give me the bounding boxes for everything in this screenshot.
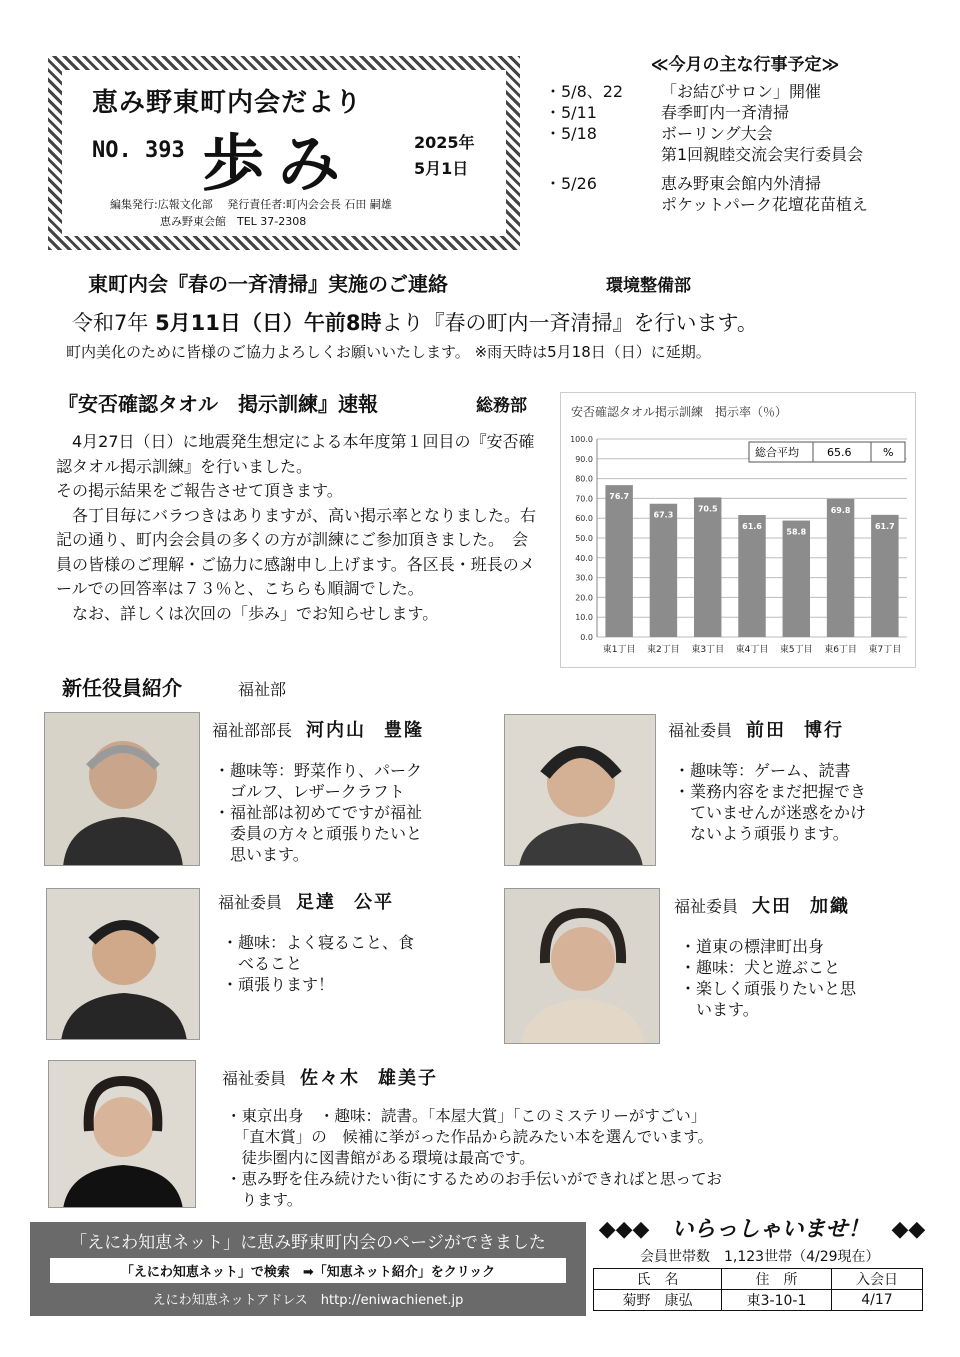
bar-value-label: 61.6	[742, 522, 762, 532]
person-photo-icon	[505, 889, 660, 1044]
bar	[650, 504, 677, 637]
officer-comment: ・東京出身 ・趣味：読書。「本屋大賞」「このミステリーがすごい」 「直木賞」の 候補に挙がった作品から読みたい本を選んでいます。 徒歩圏内に図書館がある環境は最高です。 ・恵み野を住み続けたい街にするためのお手伝いができればと思ってお ります。	[226, 1107, 723, 1209]
anpi-title: 『安否確認タオル 掲示訓練』速報	[58, 392, 378, 416]
y-tick-label: 50.0	[575, 534, 593, 543]
newsletter-name: 歩み	[202, 127, 355, 200]
anpi-report: 4月27日（日）に地震発生想定による本年度第１回目の『安否確認タオル掲示訓練』を行いました。 その掲示結果をご報告させて頂きます。 各丁目毎にバラつきはありますが、高い掲示率となりました。右記の通り、町内会会員の多くの方が訓練にご参加頂きました。 会員の皆様のご理解・ご協力に感謝申し上げます。各区長・班長のメールでの回答率は７３％と、こちらも順調でした。 なお、詳しくは次回の「歩み」でお知らせします。	[56, 432, 537, 623]
officer-name: 福祉委員 大田 加織	[674, 896, 851, 917]
posting-rate-chart	[560, 392, 916, 668]
bar	[827, 499, 854, 637]
officer-comment: ・道東の標津町出身 ・趣味：犬と遊ぶこと ・楽しく頑張りたいと思 います。	[680, 937, 857, 1019]
person-photo-icon	[47, 889, 200, 1040]
welcome-title: ◆◆◆ いらっしゃいませ！ ◆◆	[598, 1217, 926, 1242]
bar-value-label: 69.8	[830, 505, 851, 515]
bar-value-label: 70.5	[697, 504, 718, 514]
chart-title: 安否確認タオル掲示訓練 掲示率（％）	[571, 405, 788, 419]
bar	[605, 485, 632, 637]
cleaning-note: 町内美化のために皆様のご協力よろしくお願いいたします。 ※雨天時は5月18日（日）に延期。	[66, 343, 711, 361]
officer-name: 福祉部部長 河内山 豊隆	[212, 720, 425, 741]
bar	[738, 515, 765, 637]
y-tick-label: 70.0	[575, 494, 593, 504]
officer-photo	[48, 1060, 196, 1208]
x-tick-label: 東4丁目	[735, 645, 769, 655]
event-item: ポケットパーク花壇花苗植え	[661, 195, 868, 214]
chienet-banner	[30, 1222, 586, 1316]
event-schedule	[545, 50, 945, 215]
officer-name: 福祉委員 足達 公平	[218, 892, 395, 913]
officer-photo	[504, 714, 656, 866]
y-tick-label: 40.0	[575, 553, 593, 563]
y-tick-label: 100.0	[570, 435, 593, 444]
editor-info: 編集発行:広報文化部 発行責任者:町内会会長 石田 嗣雄 恵み野東会館 TEL 37-2308	[110, 198, 392, 228]
event-item: ・5/11 春季町内一斉清掃	[545, 103, 790, 122]
banner-title: 「えにわ知恵ネット」に恵み野東町内会のページができました	[70, 1233, 546, 1253]
officer-photo	[46, 888, 200, 1040]
table-header-row: 氏 名 住 所 入会日	[594, 1269, 923, 1290]
bar-value-label: 76.7	[609, 492, 630, 502]
average-label: 総合平均	[755, 446, 799, 459]
new-members-table	[593, 1268, 923, 1311]
masthead	[48, 56, 520, 250]
bar	[783, 521, 810, 637]
x-tick-label: 東5丁目	[779, 645, 813, 655]
bar	[871, 515, 898, 637]
banner-instruction: 「えにわ知恵ネット」で検索 ➡「知恵ネット紹介」をクリック	[50, 1258, 566, 1283]
event-schedule-heading: ≪今月の主な行事予定≫	[650, 55, 840, 75]
average-value: 65.6	[827, 446, 852, 459]
issue-date: 2025年 5月1日	[414, 133, 475, 178]
x-tick-label: 東3丁目	[691, 645, 725, 655]
event-item: ・5/18 ボーリング大会	[545, 124, 773, 143]
y-tick-label: 60.0	[575, 514, 593, 524]
event-item: 第1回親睦交流会実行委員会	[661, 145, 864, 164]
y-tick-label: 30.0	[575, 573, 593, 583]
officers-title: 新任役員紹介	[62, 676, 182, 700]
officer-name: 福祉委員 佐々木 雄美子	[222, 1068, 439, 1089]
person-photo-icon	[49, 1061, 196, 1208]
chart-svg	[561, 393, 917, 669]
bar-value-label: 67.3	[653, 510, 674, 520]
y-tick-label: 10.0	[575, 613, 593, 623]
average-unit: %	[883, 446, 894, 459]
cleaning-title: 東町内会『春の一斉清掃』実施のご連絡	[88, 272, 448, 296]
newsletter-title: 恵み野東町内会だより	[92, 88, 363, 118]
cleaning-dept: 環境整備部	[606, 276, 691, 296]
household-count: 会員世帯数 1,123世帯（4/29現在）	[640, 1249, 880, 1265]
person-photo-icon	[45, 713, 200, 866]
officer-comment: ・趣味等：ゲーム、読書 ・業務内容をまだ把握でき ていませんが迷惑をかけ ないよう頑張ります。	[674, 761, 867, 843]
event-item: ・5/26 恵み野東会館内外清掃	[545, 174, 822, 193]
officer-comment: ・趣味：よく寝ること、食 べること ・頑張ります！	[222, 933, 415, 994]
issue-number: NO. 393	[92, 138, 185, 163]
cleaning-announcement: 令和7年 5月11日（日）午前8時より『春の町内一斉清掃』を行います。	[72, 311, 758, 335]
y-tick-label: 90.0	[575, 454, 593, 464]
officer-comment: ・趣味等：野菜作り、パーク ゴルフ、レザークラフト ・福祉部は初めてですが福祉 委員の方々と頑張りたいと 思います。	[214, 761, 423, 864]
event-item: ・5/8、22 「お結びサロン」開催	[545, 82, 822, 101]
banner-url[interactable]: えにわ知恵ネットアドレス http://eniwachienet.jp	[152, 1293, 464, 1308]
x-tick-label: 東7丁目	[868, 645, 902, 655]
x-tick-label: 東2丁目	[647, 645, 680, 655]
officer-name: 福祉委員 前田 博行	[668, 720, 845, 741]
officer-photo	[504, 888, 660, 1044]
table-row: 菊野 康弘 東3-10-1 4/17	[594, 1290, 923, 1311]
y-tick-label: 0.0	[580, 633, 593, 642]
x-tick-label: 東1丁目	[602, 645, 636, 655]
officers-dept: 福祉部	[238, 680, 287, 699]
officer-photo	[44, 712, 200, 866]
bar-value-label: 61.7	[874, 521, 895, 531]
y-tick-label: 80.0	[575, 474, 593, 484]
person-photo-icon	[505, 715, 656, 866]
bar-value-label: 58.8	[786, 527, 807, 537]
bar	[694, 497, 721, 637]
anpi-dept: 総務部	[476, 396, 527, 416]
y-tick-label: 20.0	[575, 593, 593, 603]
x-tick-label: 東6丁目	[824, 645, 857, 655]
